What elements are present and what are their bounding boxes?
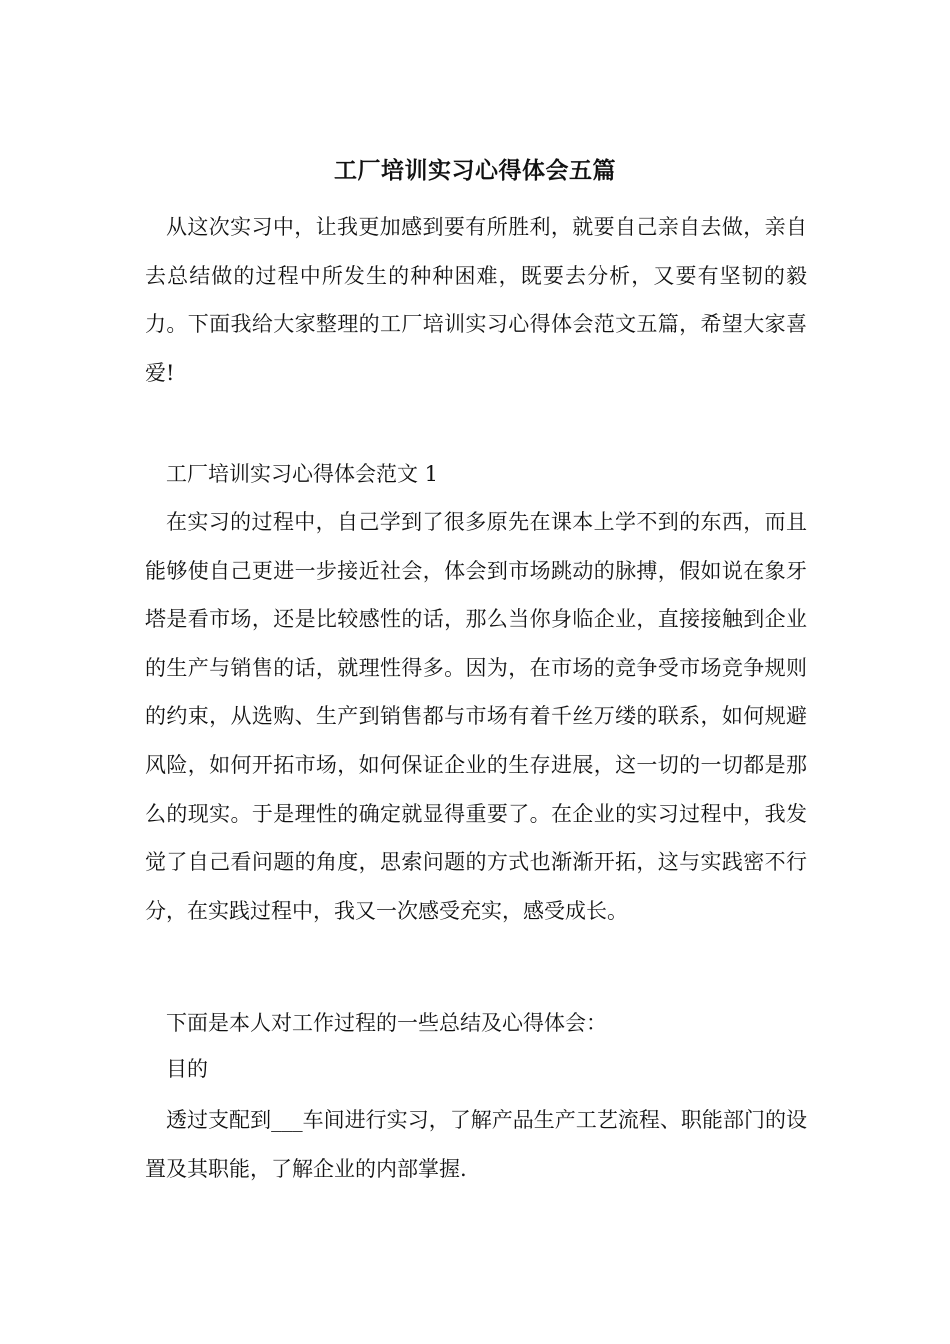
intro-paragraph: 从这次实习中，让我更加感到要有所胜利，就要自己亲自去做，亲自去总结做的过程中所发生的种种困难，既要去分析，又要有坚韧的毅力。下面我给大家整理的工厂培训实习心得体会范文五篇，希望大家喜爱! [145, 215, 807, 385]
section-heading: 工厂培训实习心得体会范文 1 [166, 462, 439, 486]
body-paragraph: 在实习的过程中，自己学到了很多原先在课本上学不到的东西，而且能够使自己更进一步接近社会，体会到市场跳动的脉搏，假如说在象牙塔是看市场，还是比较感性的话，那么当你身临企业，直接接触到企业的生产与销售的话，就理性得多。因为，在市场的竞争受市场竞争规则的约束，从选购、生产到销售都与市场有着千丝万缕的联系，如何规避风险，如何开拓市场，如何保证企业的生存进展，这一切的一切都是那么的现实。于是理性的确定就显得重要了。在企业的实习过程中，我发觉了自己看问题的角度，思索问题的方式也渐渐开拓，这与实践密不行分，在实践过程中，我又一次感受充实，感受成长。 [145, 510, 807, 923]
body-paragraph: 下面是本人对工作过程的一些总结及心得体会： [166, 1011, 607, 1035]
document-title: 工厂培训实习心得体会五篇 [334, 157, 616, 184]
purpose-heading: 目的 [166, 1057, 208, 1081]
purpose-paragraph: 透过支配到___车间进行实习，了解产品生产工艺流程、职能部门的设置及其职能，了解企业的内部掌握. [145, 1108, 807, 1181]
